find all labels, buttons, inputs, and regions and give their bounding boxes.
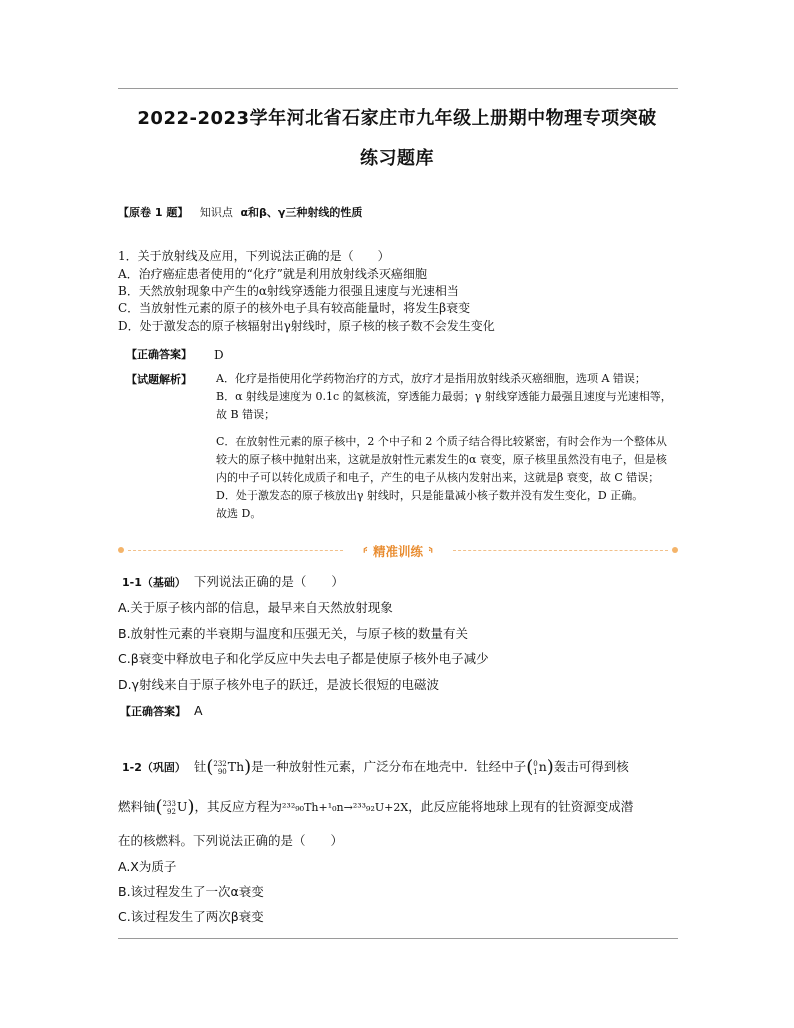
- uranium-symbol: U: [176, 799, 188, 814]
- uranium-atomic-number: 92: [167, 807, 176, 816]
- original-option-d: D．处于激发态的原子核辐射出γ射线时，原子核的核子数不会发生变化: [118, 319, 495, 333]
- analysis-line: C．在放射性元素的原子核中，2 个中子和 2 个质子结合得比较紧密，有时会作为一个整体从: [216, 435, 667, 448]
- analysis-line: 较大的原子核中抛射出来，这就是放射性元素发生的α 衰变，原子核里虽然没有电子，但是核: [216, 453, 667, 466]
- neutron-atomic-number: 1: [533, 767, 538, 776]
- neutron-mass-number: 0: [533, 759, 538, 768]
- source-tag-row: [118, 204, 362, 222]
- practice-1-2-line2: [118, 798, 633, 817]
- practice-1-2-option-b: B.该过程发生了一次α衰变: [118, 884, 264, 899]
- top-rule: [118, 88, 678, 89]
- banner-dot-right: [672, 547, 678, 553]
- thorium-mass-number: 232: [213, 759, 227, 768]
- question-text: 钍: [193, 759, 207, 774]
- pencil-icon: ⸅: [427, 544, 434, 559]
- uranium-mass-number: 233: [162, 799, 176, 808]
- bottom-rule: [118, 938, 678, 939]
- original-option-b: B．天然放射现象中产生的α射线穿透能力很强且速度与光速相当: [118, 284, 459, 298]
- source-tag: 【原卷 1 题】: [118, 206, 189, 219]
- analysis-line: 故选 D。: [216, 507, 262, 520]
- document-title-line1: 2022-2023学年河北省石家庄市九年级上册期中物理专项突破: [137, 108, 657, 129]
- analysis-line: A．化疗是指使用化学药物治疗的方式，放疗才是指用放射线杀灭癌细胞，选项 A 错误；: [216, 372, 646, 385]
- analysis-line: 故 B 错误；: [216, 408, 276, 421]
- paren-open: (: [526, 756, 534, 778]
- practice-1-2-option-a: A.X为质子: [118, 859, 177, 874]
- paren-close: ): [244, 756, 252, 778]
- answer-label: 【正确答案】: [120, 705, 186, 718]
- thorium-symbol: Th: [227, 759, 245, 774]
- question-level: （基础）: [141, 576, 186, 589]
- paren-close: ): [187, 796, 195, 818]
- original-option-c: C．当放射性元素的原子的核外电子具有较高能量时，将发生β衰变: [118, 301, 471, 315]
- practice-1-1-option-c: C.β衰变中释放电子和化学反应中失去电子都是使原子核外电子减少: [118, 651, 489, 666]
- thorium-atomic-number: 90: [217, 767, 227, 776]
- paren-open: (: [206, 756, 214, 778]
- question-number: 1-2: [122, 761, 142, 774]
- practice-1-2-option-c: C.该过程发生了两次β衰变: [118, 909, 264, 924]
- analysis-line: 内的中子可以转化成质子和电子，产生的电子从核内发射出来，这就是β 衰变，故 C 错误；: [216, 471, 660, 484]
- paren-close: ): [546, 756, 554, 778]
- practice-1-1-stem: [122, 573, 344, 592]
- question-number: 1-1: [122, 576, 142, 589]
- practice-banner-label: [118, 542, 678, 560]
- analysis-line: D．处于激发态的原子核放出γ 射线时，只是能量减小核子数并没有发生变化，D 正确。: [216, 489, 644, 502]
- question-text: 燃料铀: [118, 799, 156, 814]
- question-text: 是一种放射性元素，广泛分布在地壳中．钍经中子: [251, 759, 527, 774]
- knowledge-point: α和β、γ三种射线的性质: [240, 206, 363, 219]
- question-text: 轰击可得到核: [553, 759, 629, 774]
- original-question-stem: 1．关于放射线及应用，下列说法正确的是（ ）: [118, 249, 390, 263]
- original-answer-value: D: [214, 348, 224, 362]
- pencil-icon: ⸄: [362, 544, 369, 559]
- practice-1-1-answer: [120, 702, 203, 721]
- neutron-symbol: n: [538, 759, 547, 774]
- reaction-equation: ²³²₉₀Th+¹₀n→²³³₉₂U+2X: [282, 801, 409, 814]
- practice-1-2-line3: 在的核燃料。下列说法正确的是（ ）: [118, 833, 344, 848]
- document-title-line2: 练习题库: [360, 148, 434, 169]
- practice-1-1-option-d: D.γ射线来自于原子核外电子的跃迁，是波长很短的电磁波: [118, 677, 439, 692]
- question-text: 下列说法正确的是（ ）: [193, 574, 344, 589]
- question-level: （巩固）: [141, 761, 186, 774]
- practice-1-1-option-a: A.关于原子核内部的信息，最早来自天然放射现象: [118, 600, 393, 615]
- analysis-label: 【试题解析】: [126, 373, 192, 386]
- paren-open: (: [155, 796, 163, 818]
- original-option-a: A．治疗癌症患者使用的“化疗”就是利用放射线杀灭癌细胞: [118, 267, 427, 281]
- practice-1-1-option-b: B.放射性元素的半衰期与温度和压强无关，与原子核的数量有关: [118, 626, 469, 641]
- analysis-line: B．α 射线是速度为 0.1c 的氦核流，穿透能力最弱；γ 射线穿透能力最强且速度与光速相等，: [216, 390, 672, 403]
- practice-1-2-line1: [122, 758, 629, 777]
- neutron-numbers: [533, 760, 537, 776]
- answer-value: A: [193, 703, 203, 718]
- question-text: ，此反应能将地球上现有的钍资源变成潜: [408, 799, 634, 814]
- original-answer-label: 【正确答案】: [126, 348, 192, 361]
- uranium-numbers: [163, 800, 176, 816]
- practice-banner: [118, 540, 678, 562]
- thorium-numbers: [213, 760, 226, 776]
- practice-banner-text: 精准训练: [372, 544, 423, 559]
- banner-line-right: [453, 550, 668, 551]
- question-text: ，其反应方程为: [194, 799, 283, 814]
- knowledge-label: 知识点: [199, 206, 233, 219]
